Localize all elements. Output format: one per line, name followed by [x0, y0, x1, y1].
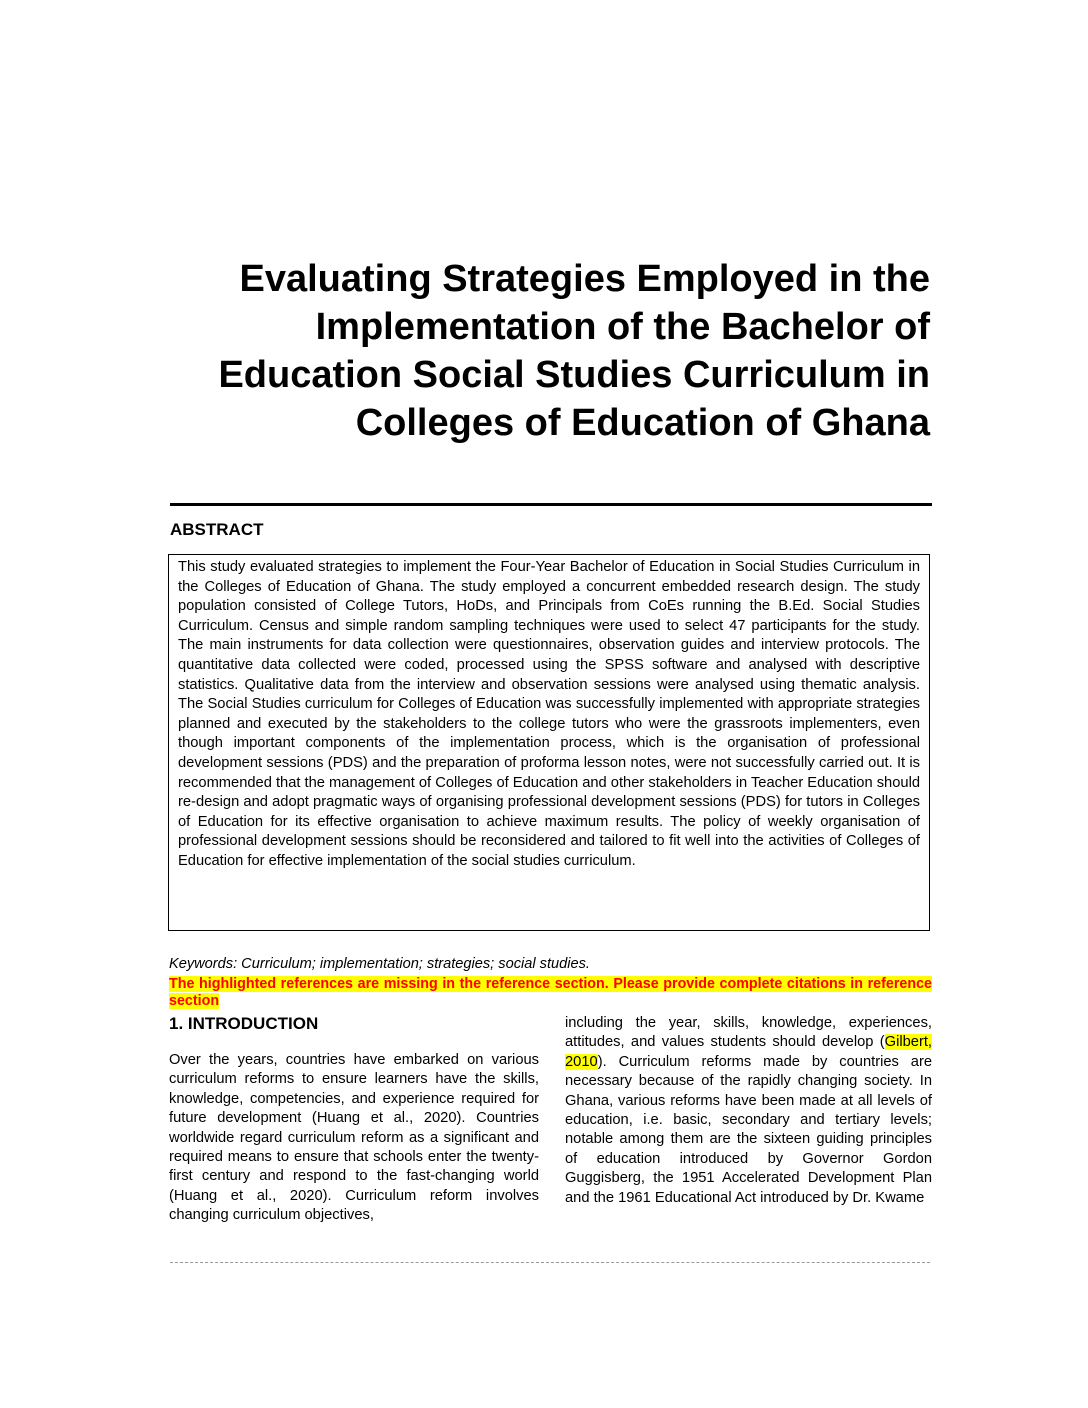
section-heading-introduction: 1. INTRODUCTION: [169, 1014, 319, 1033]
keywords: Keywords: Curriculum; implementation; strategies; social studies.: [169, 956, 590, 972]
highlighted-citation: Gilbert, 2010: [565, 1034, 932, 1070]
right-column: [565, 1014, 932, 1208]
abstract-heading: ABSTRACT: [170, 520, 264, 539]
title-divider: [170, 503, 932, 506]
footer-divider: [170, 1262, 930, 1263]
notice-text: The highlighted references are missing in the reference section. Please provide complete citations in reference section: [169, 976, 932, 1009]
introduction-text-right: including the year, skills, knowledge, experiences, attitudes, and values students should develop (: [565, 1015, 932, 1051]
abstract-text: This study evaluated strategies to implement the Four-Year Bachelor of Education in Social Studies Curriculum in the Colleges of Education of Ghana. The study employed a concurrent embedded research design. The study population consisted of College Tutors, HoDs, and Principals from CoEs running the B.Ed. Social Studies Curriculum. Census and simple random sampling techniques were used to select 47 participants for the study. The main instruments for data collection were questionnaires, observation guides and interview protocols. The quantitative data collected were coded, processed using the SPSS software and analysed with descriptive statistics. Qualitative data from the interview and observation sessions were analysed using thematic analysis. The Social Studies curriculum for Colleges of Education was successfully implemented with appropriate strategies planned and executed by the stakeholders to the college tutors who were the grassroots implementers, even though important components of the implementation process, which is the organisation of professional development sessions (PDS) and the preparation of proforma lesson notes, were not successfully carried out. It is recommended that the management of Colleges of Education and other stakeholders in Teacher Education should re-design and adopt pragmatic ways of organising professional development sessions (PDS) for tutors in Colleges of Education for its effective organisation to achieve maximum results. The policy of weekly organisation of professional development sessions should be reconsidered and tailored to fit well into the activities of Colleges of Education for effective implementation of the social studies curriculum.: [168, 554, 930, 931]
paper-title: Evaluating Strategies Employed in the Implementation of the Bachelor of Education Social Studies Curriculum in Colleges of Education of Ghana: [218, 258, 930, 444]
introduction-text-right-cont: ). Curriculum reforms made by countries are necessary because of the rapidly changing society. In Ghana, various reforms have been made at all levels of education, i.e. basic, secondary and tertiary levels; notable among them are the sixteen guiding principles of education introduced by Governor Gordon Guggisberg, the 1951 Accelerated Development Plan and the 1961 Educational Act introduced by Dr. Kwame: [565, 1053, 932, 1206]
missing-references-notice: [169, 976, 932, 1010]
introduction-paragraph-left: Over the years, countries have embarked on various curriculum reforms to ensure learners have the skills, knowledge, competencies, and experience required for future development (Huang et al., 2020). Countries worldwide regard curriculum reform as a significant and required means to ensure that schools enter the twenty-first century and respond to the fast-changing world (Huang et al., 2020). Curriculum reform involves changing curriculum objectives,: [169, 1052, 539, 1224]
left-column: [169, 1014, 539, 1226]
